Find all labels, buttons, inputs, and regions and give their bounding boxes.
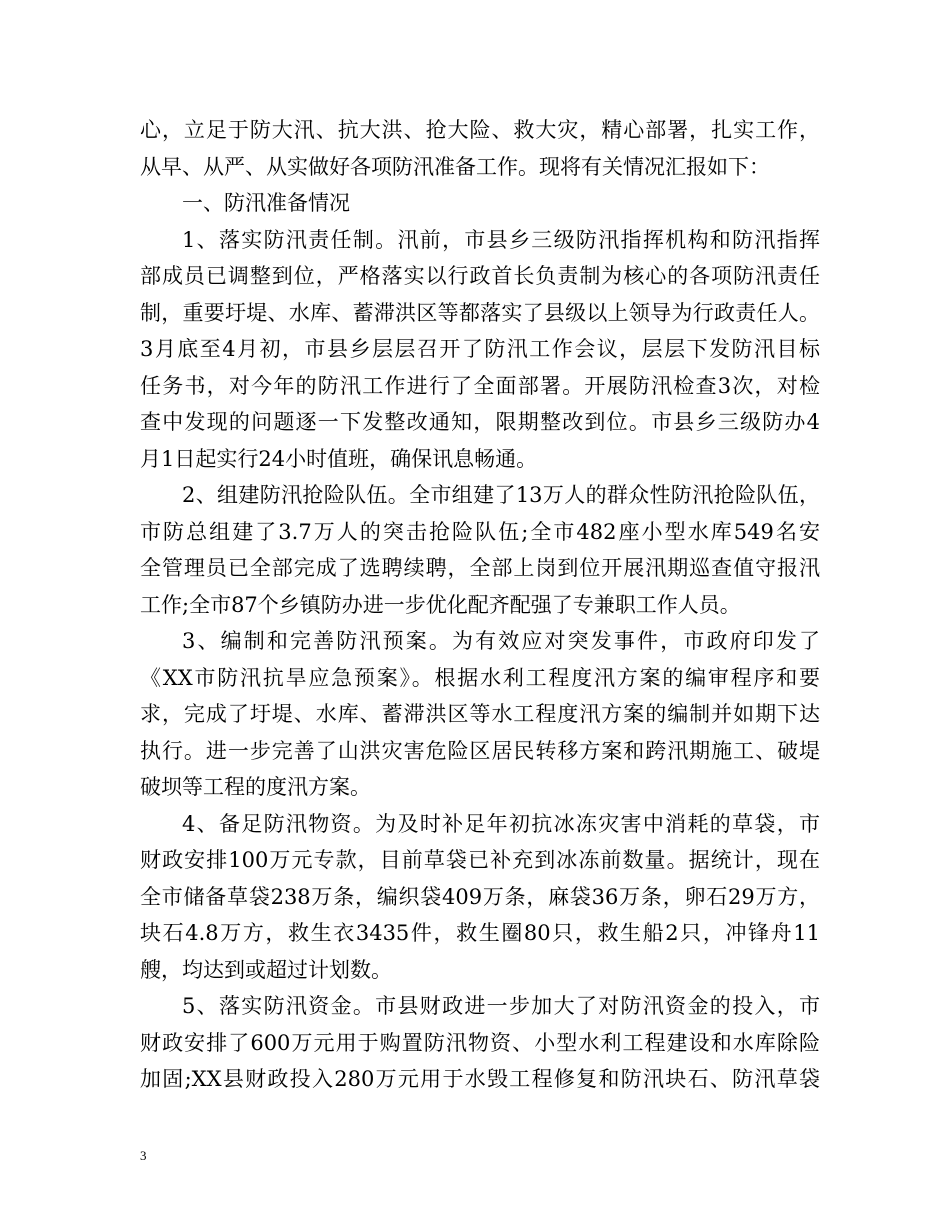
text-line: 破坝等工程的度汛方案。: [140, 775, 371, 799]
text-line: 求，完成了圩堤、水库、蓄滞洪区等水工程度汛方案的编制并如期下达: [140, 702, 820, 726]
text-line: 财政安排了600万元用于购置防汛物资、小型水利工程建设和水库除险: [140, 1030, 820, 1055]
text-line: 执行。进一步完善了山洪灾害危险区居民转移方案和跨汛期施工、破堤: [140, 738, 820, 763]
text-line: 加固;XX县财政投入280万元用于水毁工程修复和防汛块石、防汛草袋: [140, 1067, 820, 1091]
page-number: 3: [140, 1148, 147, 1163]
document-body: [140, 112, 820, 1098]
paragraph-start-line: 3、编制和完善防汛预案。为有效应对突发事件，市政府印发了: [182, 629, 820, 653]
text-line: 财政安排100万元专款，目前草袋已补充到冰冻前数量。据统计，现在: [140, 848, 820, 872]
text-line: 月1日起实行24小时值班，确保讯息畅通。: [140, 446, 538, 471]
text-line: 工作;全市87个乡镇防办进一步优化配齐配强了专兼职工作人员。: [140, 592, 741, 617]
paragraph-start-line: 2、组建防汛抢险队伍。全市组建了13万人的群众性防汛抢险队伍，: [182, 483, 820, 507]
text-line: 从早、从严、从实做好各项防汛准备工作。现将有关情况汇报如下：: [140, 154, 770, 179]
text-line: 心，立足于防大汛、抗大洪、抢大险、救大灾，精心部署，扎实工作，: [140, 118, 820, 142]
paragraph-start-line: 5、落实防汛资金。市县财政进一步加大了对防汛资金的投入，市: [182, 994, 820, 1018]
text-line: 市防总组建了3.7万人的突击抢险队伍;全市482座小型水库549名安: [140, 519, 820, 544]
text-line: 全市储备草袋238万条，编织袋409万条，麻袋36万条，卵石29万方，: [140, 884, 820, 909]
section-heading: 一、防汛准备情况: [182, 191, 350, 215]
text-line: 3月底至4月初，市县乡层层召开了防汛工作会议，层层下发防汛目标: [140, 337, 820, 361]
text-line: 块石4.8万方，救生衣3435件，救生圈80只，救生船2只，冲锋舟11: [140, 921, 820, 945]
text-line: 任务书，对今年的防汛工作进行了全面部署。开展防汛检查3次，对检: [140, 373, 820, 398]
paragraph-start-line: 1、落实防汛责任制。汛前，市县乡三级防汛指挥机构和防汛指挥: [182, 227, 820, 252]
text-line: 全管理员已全部完成了选聘续聘，全部上岗到位开展汛期巡查值守报汛: [140, 556, 820, 580]
text-line: 艘，均达到或超过计划数。: [140, 957, 392, 982]
paragraph-start-line: 4、备足防汛物资。为及时补足年初抗冰冻灾害中消耗的草袋，市: [182, 811, 820, 836]
text-line: 《XX市防汛抗旱应急预案》。根据水利工程度汛方案的编审程序和要: [140, 665, 820, 690]
text-line: 查中发现的问题逐一下发整改通知，限期整改到位。市县乡三级防办4: [140, 410, 820, 434]
text-line: 制，重要圩堤、水库、蓄滞洪区等都落实了县级以上领导为行政责任人。: [140, 300, 820, 325]
text-line: 部成员已调整到位，严格落实以行政首长负责制为核心的各项防汛责任: [140, 264, 820, 288]
